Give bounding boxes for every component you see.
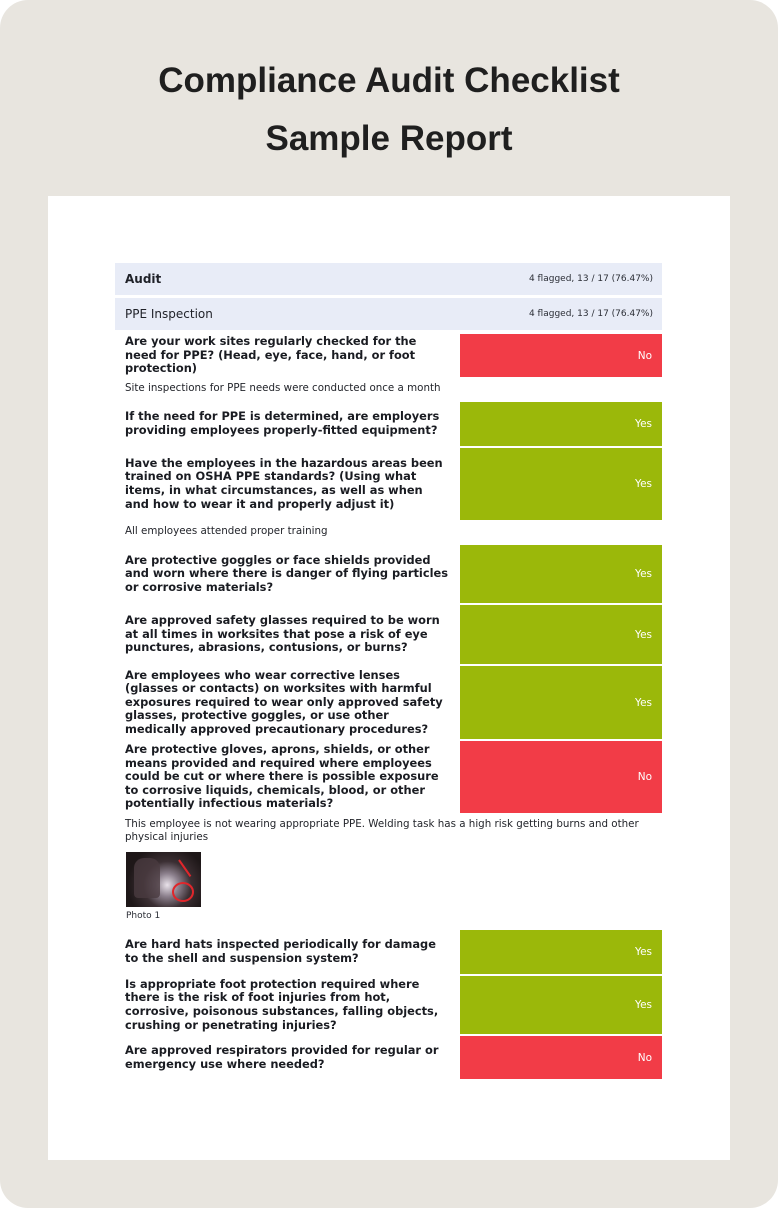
checklist-item xyxy=(115,401,662,447)
checklist-item xyxy=(115,544,662,604)
question-row xyxy=(115,1035,662,1080)
question-text: Is appropriate foot protection required where there is the risk of foot injuries from hot, corrosive, poisonous substances, falling objects, crushing or penetrating injuries? xyxy=(125,976,439,1032)
question-row xyxy=(115,740,662,814)
welding-photo-thumbnail[interactable] xyxy=(126,852,201,907)
report-sheet xyxy=(48,196,730,1160)
question-text: Have the employees in the hazardous areas been trained on OSHA PPE standards? (Using what items, in what circumstances, as well as when and how to wear it and properly adjust it) xyxy=(125,455,443,511)
question-text: If the need for PPE is determined, are employers providing employees properly-fitted equipment? xyxy=(125,409,440,437)
question-text: Are your work sites regularly checked for the need for PPE? (Head, eye, face, hand, or foot protection) xyxy=(125,334,417,376)
item-note: This employee is not wearing appropriate PPE. Welding task has a high risk getting burns and other physical injuries xyxy=(125,818,639,843)
audit-header xyxy=(115,263,662,295)
question-row xyxy=(115,401,662,447)
item-note: All employees attended proper training xyxy=(125,525,328,537)
answer-badge: Yes xyxy=(460,448,662,520)
question-text: Are protective goggles or face shields provided and worn where there is danger of flying particles or corrosive materials? xyxy=(125,552,448,594)
checklist-item xyxy=(115,929,662,975)
audit-label: Audit xyxy=(125,272,162,286)
answer-badge: Yes xyxy=(460,605,662,664)
question-text: Are employees who wear corrective lenses (glasses or contacts) on worksites with harmful exposures required to wear only approved safety glasses, protective goggles, or use other medically approved precautionary procedures? xyxy=(125,667,443,736)
annotation-circle-icon xyxy=(172,882,194,902)
question-row xyxy=(115,975,662,1035)
question-row xyxy=(115,604,662,665)
checklist-item xyxy=(115,1035,662,1080)
audit-report xyxy=(115,263,662,1080)
section-header xyxy=(115,298,662,330)
question-text: Are approved respirators provided for regular or emergency use where needed? xyxy=(125,1042,439,1071)
photo-caption: Photo 1 xyxy=(126,911,161,921)
checklist-items xyxy=(115,333,662,1080)
title-line-2: Sample Report xyxy=(265,119,513,158)
question-row xyxy=(115,447,662,521)
question-text: Are protective gloves, aprons, shields, or other means provided and required where employees could be cut or where there is possible exposure to corrosive liquids, chemicals, blood, or other potentially infectious materials? xyxy=(125,742,439,811)
answer-badge: Yes xyxy=(460,976,662,1034)
question-text: Are approved safety glasses required to be worn at all times in worksites that pose a risk of eye punctures, abrasions, contusions, or burns? xyxy=(125,613,440,655)
welder-figure xyxy=(134,858,160,898)
page-title xyxy=(0,52,778,168)
question-row xyxy=(115,333,662,378)
answer-badge: No xyxy=(460,334,662,377)
checklist-item xyxy=(115,447,662,544)
answer-badge: Yes xyxy=(460,930,662,974)
checklist-item xyxy=(115,975,662,1035)
checklist-item xyxy=(115,604,662,665)
section-label: PPE Inspection xyxy=(125,307,213,321)
section-stats: 4 flagged, 13 / 17 (76.47%) xyxy=(528,309,653,319)
answer-badge: No xyxy=(460,1036,662,1079)
question-row xyxy=(115,929,662,975)
item-note: Site inspections for PPE needs were conducted once a month xyxy=(125,382,441,394)
photo-attachment xyxy=(115,850,662,929)
checklist-item xyxy=(115,740,662,929)
question-row xyxy=(115,544,662,604)
answer-badge: Yes xyxy=(460,402,662,446)
audit-stats: 4 flagged, 13 / 17 (76.47%) xyxy=(528,274,653,284)
answer-badge: Yes xyxy=(460,666,662,739)
title-line-1: Compliance Audit Checklist xyxy=(158,61,620,100)
annotation-arrow-icon xyxy=(178,859,191,877)
answer-badge: Yes xyxy=(460,545,662,603)
answer-badge: No xyxy=(460,741,662,813)
checklist-item xyxy=(115,665,662,740)
question-row xyxy=(115,665,662,740)
question-text: Are hard hats inspected periodically for damage to the shell and suspension system? xyxy=(125,937,436,965)
checklist-item xyxy=(115,333,662,401)
